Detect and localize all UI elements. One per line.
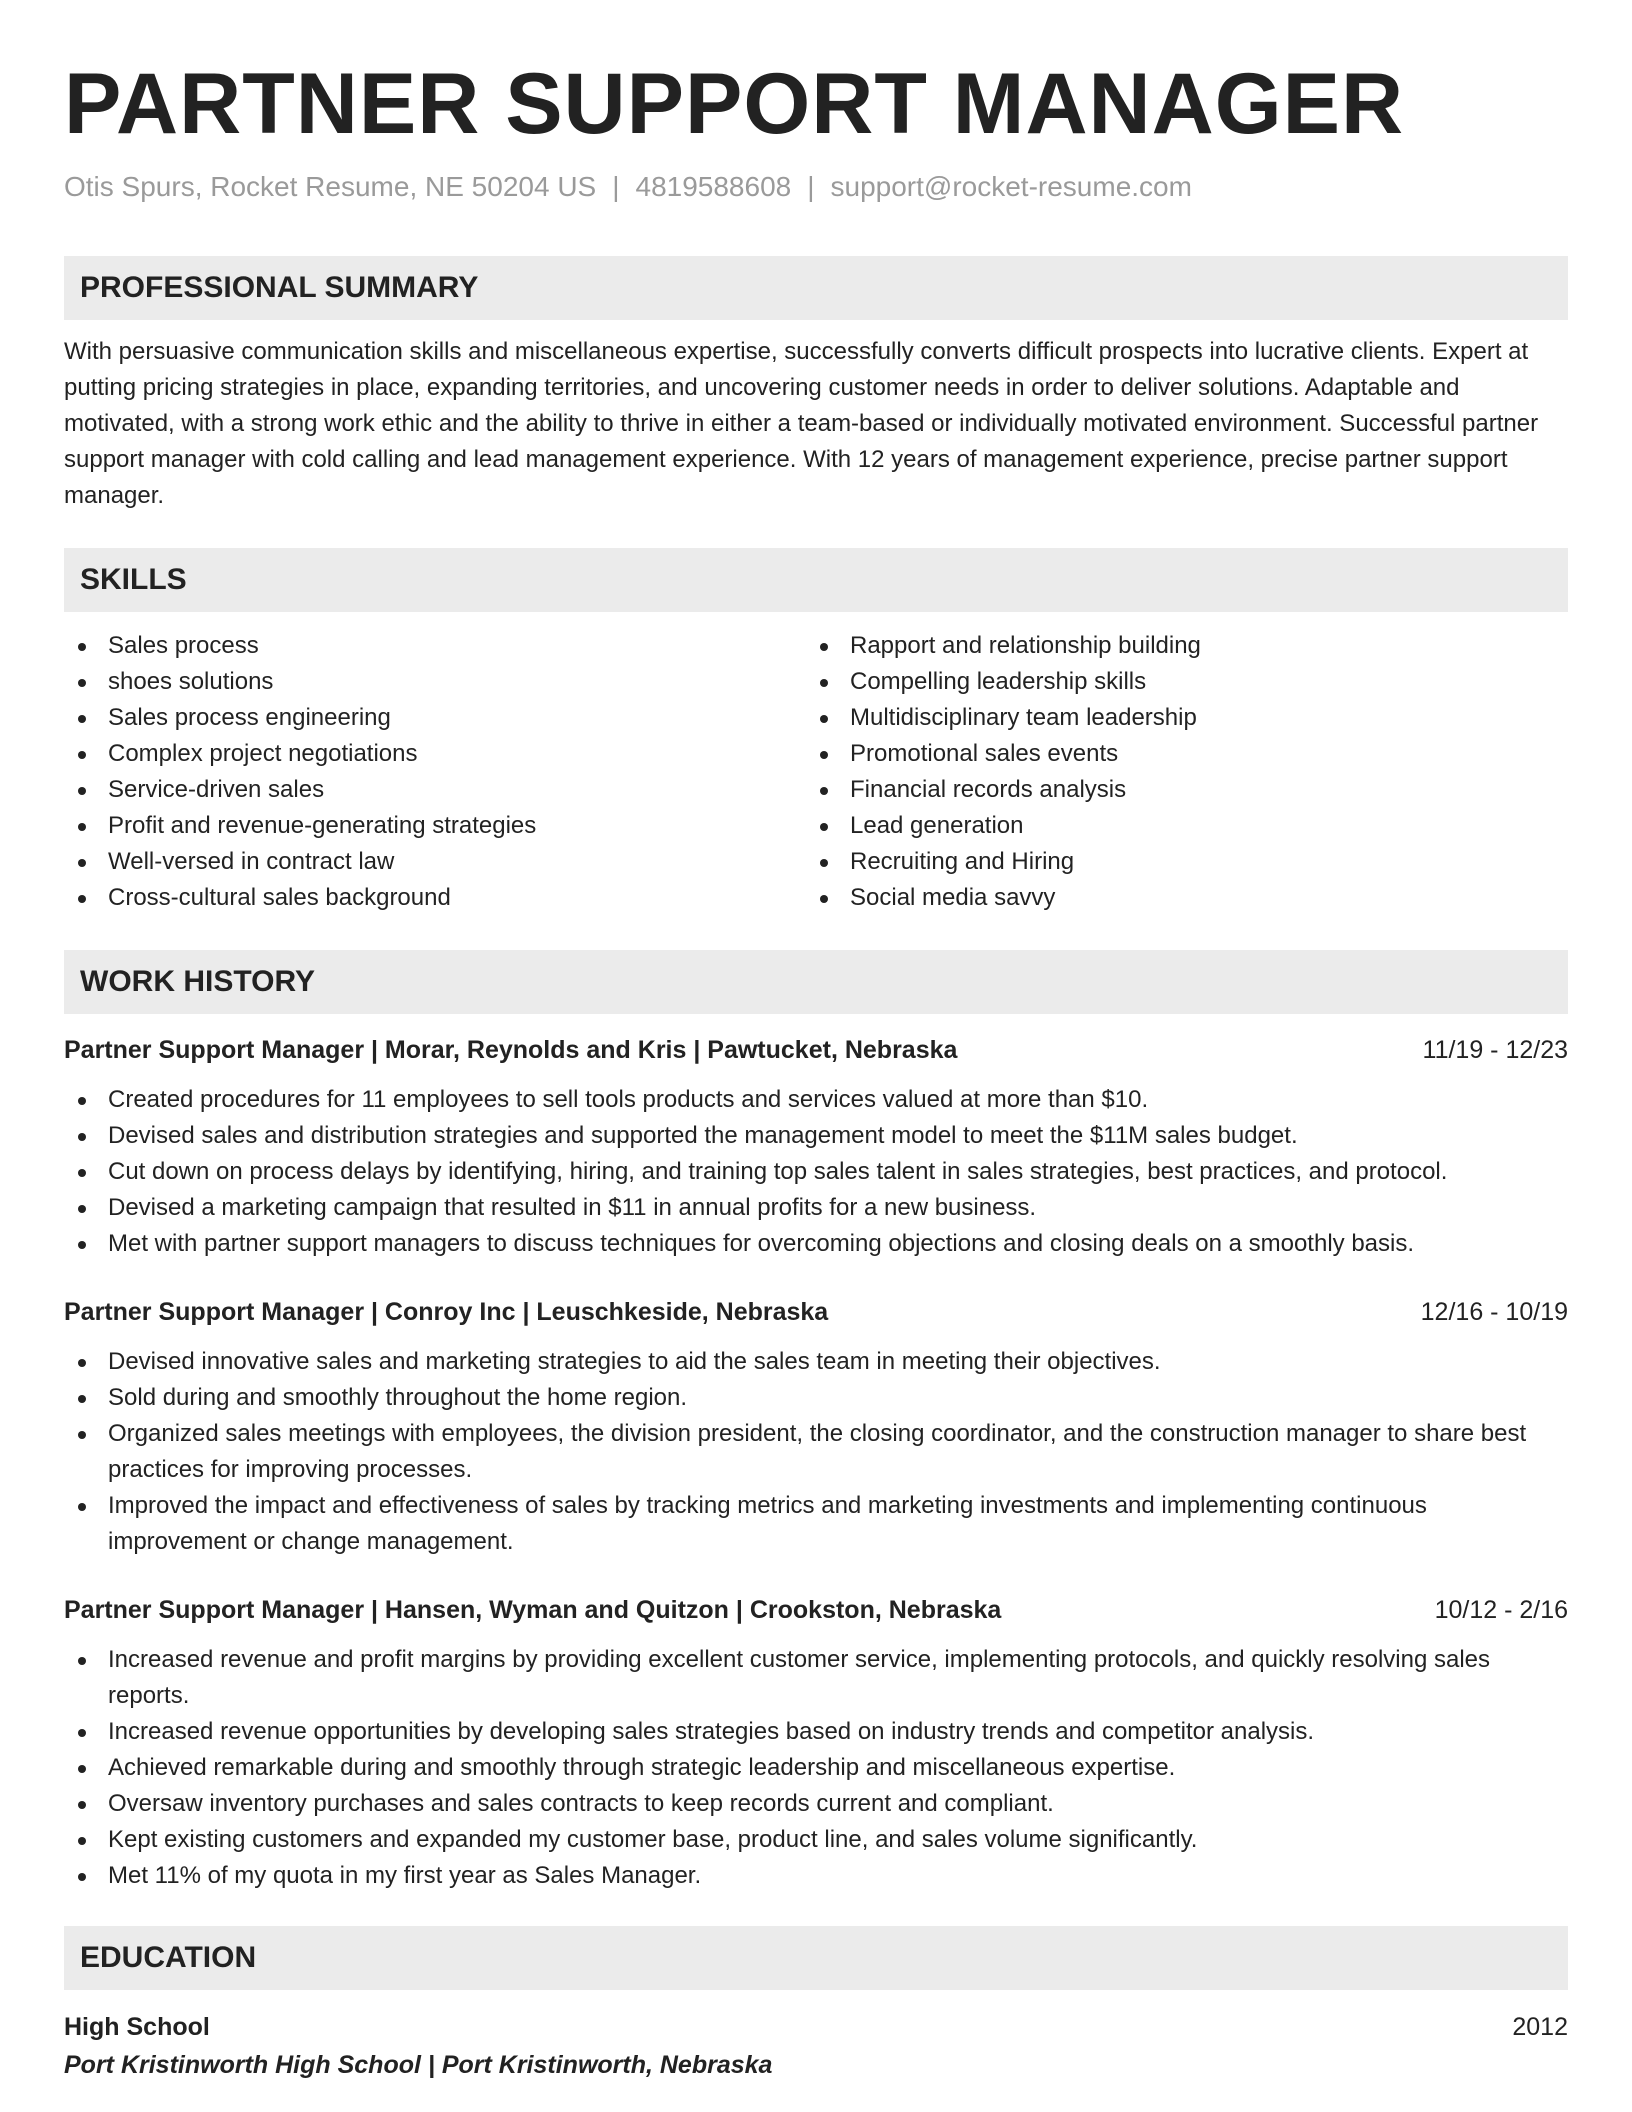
- job-bullet: Met with partner support managers to discuss techniques for overcoming objections and closing deals on a smoothly basis.: [64, 1226, 1568, 1262]
- job-bullet: Kept existing customers and expanded my customer base, product line, and sales volume significantly.: [64, 1822, 1568, 1858]
- resume-title: PARTNER SUPPORT MANAGER: [64, 56, 1405, 152]
- summary-text: With persuasive communication skills and miscellaneous expertise, successfully converts difficult prospects into lucrative clients. Expert at putting pricing strategies in place, expanding territories, and uncovering customer needs in order to deliver solutions. Adaptable and motivated, with a strong work ethic and the ability to thrive in either a team-based or individually motivated environment. Successful partner support manager with cold calling and lead management experience. With 12 years of management experience, precise partner support manager.: [64, 338, 1539, 509]
- skill-item: Lead generation: [806, 808, 1548, 844]
- job-entry: [64, 1032, 1568, 1262]
- job-header: [64, 1592, 1568, 1628]
- education-heading: EDUCATION: [64, 1926, 1568, 1990]
- job-entry: [64, 1592, 1568, 1894]
- job-dates: 12/16 - 10/19: [1420, 1298, 1568, 1326]
- job-bullet: Devised innovative sales and marketing strategies to aid the sales team in meeting their objectives.: [64, 1344, 1568, 1380]
- job-header: [64, 1032, 1568, 1068]
- job-bullet: Created procedures for 11 employees to sell tools products and services valued at more than $10.: [64, 1082, 1568, 1118]
- skills-column-right: [806, 628, 1548, 916]
- skill-item: Financial records analysis: [806, 772, 1548, 808]
- education-entry: [64, 2008, 1568, 2084]
- contact-email: support@rocket-resume.com: [830, 171, 1192, 202]
- job-header: [64, 1294, 1568, 1330]
- skills-heading: SKILLS: [64, 548, 1568, 612]
- contact-address: Otis Spurs, Rocket Resume, NE 50204 US: [64, 171, 597, 202]
- skill-item: Social media savvy: [806, 880, 1548, 916]
- job-bullet: Organized sales meetings with employees, the division president, the closing coordinator, and the construction manager to share best practices for improving processes.: [64, 1416, 1568, 1488]
- job-bullets: [64, 1642, 1568, 1894]
- skill-item: Well-versed in contract law: [64, 844, 806, 880]
- skill-item: Sales process: [64, 628, 806, 664]
- job-bullet: Improved the impact and effectiveness of sales by tracking metrics and marketing investments and implementing continuous improvement or change management.: [64, 1488, 1568, 1560]
- skill-item: Profit and revenue-generating strategies: [64, 808, 806, 844]
- skill-item: Complex project negotiations: [64, 736, 806, 772]
- job-title: Partner Support Manager | Morar, Reynolds and Kris | Pawtucket, Nebraska: [64, 1036, 958, 1064]
- job-bullets: [64, 1082, 1568, 1262]
- job-title: Partner Support Manager | Hansen, Wyman and Quitzon | Crookston, Nebraska: [64, 1596, 1002, 1624]
- contact-separator: |: [807, 171, 815, 202]
- education-header: [64, 2008, 1568, 2046]
- education-year: 2012: [1512, 2013, 1568, 2041]
- job-bullet: Devised sales and distribution strategies and supported the management model to meet the $11M sales budget.: [64, 1118, 1568, 1154]
- contact-line: [64, 170, 1568, 204]
- job-dates: 10/12 - 2/16: [1434, 1596, 1568, 1624]
- education-school: Port Kristinworth High School | Port Kristinworth, Nebraska: [64, 2051, 773, 2079]
- skill-item: Promotional sales events: [806, 736, 1548, 772]
- work-history-heading: WORK HISTORY: [64, 950, 1568, 1014]
- skill-item: Service-driven sales: [64, 772, 806, 808]
- skill-item: Compelling leadership skills: [806, 664, 1548, 700]
- skills-column-left: [64, 628, 806, 916]
- job-entry: [64, 1294, 1568, 1560]
- skills-list: [64, 628, 1568, 916]
- job-bullets: [64, 1344, 1568, 1560]
- job-title: Partner Support Manager | Conroy Inc | Leuschkeside, Nebraska: [64, 1298, 829, 1326]
- job-bullet: Cut down on process delays by identifying, hiring, and training top sales talent in sales strategies, best practices, and protocol.: [64, 1154, 1568, 1190]
- skill-item: Multidisciplinary team leadership: [806, 700, 1548, 736]
- skill-item: shoes solutions: [64, 664, 806, 700]
- job-bullet: Increased revenue and profit margins by providing excellent customer service, implementing protocols, and quickly resolving sales reports.: [64, 1642, 1568, 1714]
- summary-heading: PROFESSIONAL SUMMARY: [64, 256, 1568, 320]
- job-bullet: Devised a marketing campaign that resulted in $11 in annual profits for a new business.: [64, 1190, 1568, 1226]
- job-bullet: Achieved remarkable during and smoothly through strategic leadership and miscellaneous expertise.: [64, 1750, 1568, 1786]
- job-dates: 11/19 - 12/23: [1422, 1036, 1568, 1064]
- job-bullet: Met 11% of my quota in my first year as Sales Manager.: [64, 1858, 1568, 1894]
- contact-separator: |: [612, 171, 620, 202]
- skill-item: Recruiting and Hiring: [806, 844, 1548, 880]
- education-degree: High School: [64, 2013, 210, 2041]
- skill-item: Sales process engineering: [64, 700, 806, 736]
- job-bullet: Increased revenue opportunities by developing sales strategies based on industry trends and competitor analysis.: [64, 1714, 1568, 1750]
- job-bullet: Sold during and smoothly throughout the home region.: [64, 1380, 1568, 1416]
- contact-phone: 4819588608: [635, 171, 792, 202]
- skill-item: Cross-cultural sales background: [64, 880, 806, 916]
- skill-item: Rapport and relationship building: [806, 628, 1548, 664]
- job-bullet: Oversaw inventory purchases and sales contracts to keep records current and compliant.: [64, 1786, 1568, 1822]
